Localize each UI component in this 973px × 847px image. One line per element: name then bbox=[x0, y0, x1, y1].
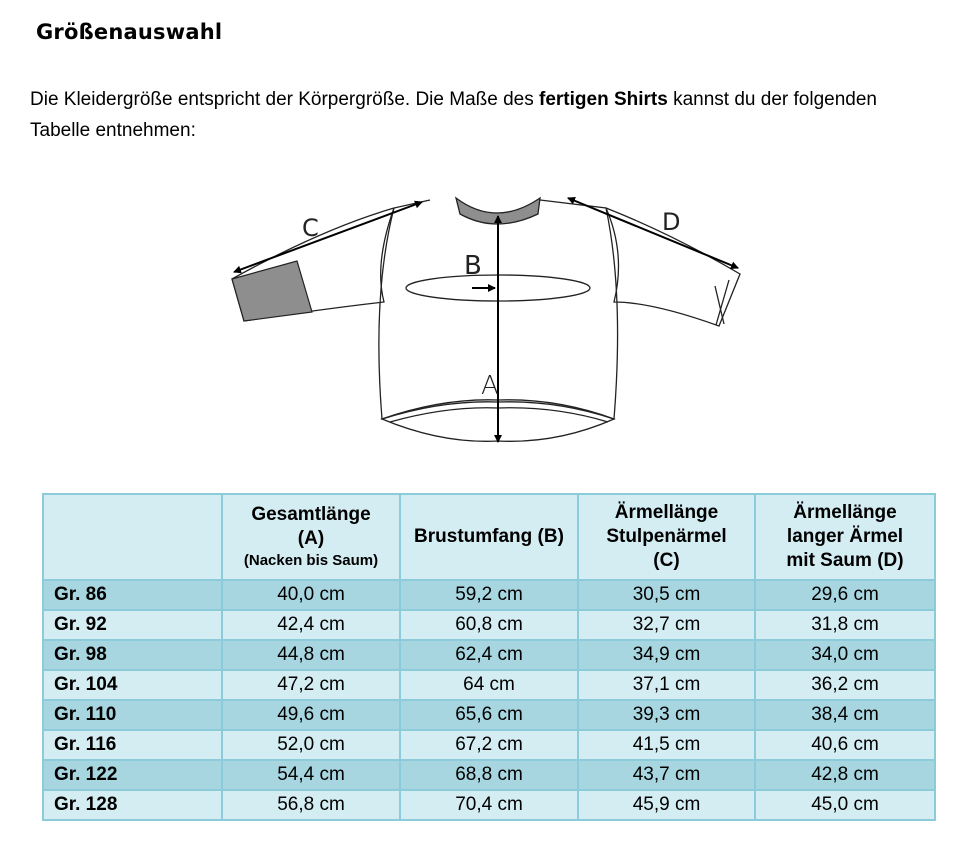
cell-a: 54,4 cm bbox=[222, 760, 400, 790]
cell-b: 60,8 cm bbox=[400, 610, 578, 640]
label-c: C bbox=[302, 214, 319, 242]
cell-size: Gr. 128 bbox=[43, 790, 222, 820]
size-table bbox=[42, 493, 936, 821]
left-cuff bbox=[232, 261, 312, 321]
table-row bbox=[43, 610, 935, 640]
cell-a: 42,4 cm bbox=[222, 610, 400, 640]
cell-c: 34,9 cm bbox=[578, 640, 755, 670]
cell-b: 68,8 cm bbox=[400, 760, 578, 790]
cell-a: 44,8 cm bbox=[222, 640, 400, 670]
cell-c: 39,3 cm bbox=[578, 700, 755, 730]
header-sleeve-long bbox=[755, 494, 935, 580]
header-d-line1: Ärmellänge bbox=[793, 502, 897, 523]
cell-d: 40,6 cm bbox=[755, 730, 935, 760]
cell-d: 38,4 cm bbox=[755, 700, 935, 730]
table-row bbox=[43, 670, 935, 700]
cell-size: Gr. 104 bbox=[43, 670, 222, 700]
table-header-row bbox=[43, 494, 935, 580]
arrow-d bbox=[568, 198, 738, 268]
cell-size: Gr. 86 bbox=[43, 580, 222, 610]
cell-size: Gr. 116 bbox=[43, 730, 222, 760]
header-c-line3: (C) bbox=[653, 550, 680, 571]
header-a-line2: (A) bbox=[297, 528, 325, 549]
header-a-sub: (Nacken bis Saum) bbox=[243, 552, 379, 569]
cell-c: 32,7 cm bbox=[578, 610, 755, 640]
table-row bbox=[43, 730, 935, 760]
cell-d: 29,6 cm bbox=[755, 580, 935, 610]
cell-size: Gr. 122 bbox=[43, 760, 222, 790]
cell-d: 36,2 cm bbox=[755, 670, 935, 700]
cell-a: 47,2 cm bbox=[222, 670, 400, 700]
header-a-line1: Gesamtlänge bbox=[251, 504, 371, 525]
cell-b: 62,4 cm bbox=[400, 640, 578, 670]
intro-part2: kannst du der folgenden Tabelle entnehmen: bbox=[30, 89, 877, 141]
header-c-line2: Stulpenärmel bbox=[606, 526, 727, 547]
cell-a: 56,8 cm bbox=[222, 790, 400, 820]
cell-size: Gr. 110 bbox=[43, 700, 222, 730]
header-chest: Brustumfang (B) bbox=[400, 494, 578, 580]
cell-c: 43,7 cm bbox=[578, 760, 755, 790]
table-row bbox=[43, 790, 935, 820]
cell-b: 59,2 cm bbox=[400, 580, 578, 610]
header-c-line1: Ärmellänge bbox=[614, 502, 719, 523]
label-d: D bbox=[662, 208, 681, 236]
arrow-c bbox=[234, 202, 422, 272]
header-total-length bbox=[222, 494, 400, 580]
cell-d: 42,8 cm bbox=[755, 760, 935, 790]
cell-c: 41,5 cm bbox=[578, 730, 755, 760]
table-row bbox=[43, 640, 935, 670]
intro-part1: Die Kleidergröße entspricht der Körpergröße. Die Maße des bbox=[30, 89, 540, 110]
intro-text bbox=[30, 84, 930, 146]
cell-a: 52,0 cm bbox=[222, 730, 400, 760]
table-row bbox=[43, 700, 935, 730]
cell-a: 49,6 cm bbox=[222, 700, 400, 730]
header-d-line3: mit Saum (D) bbox=[786, 550, 904, 571]
cell-b: 67,2 cm bbox=[400, 730, 578, 760]
cell-a: 40,0 cm bbox=[222, 580, 400, 610]
header-sleeve-cuff bbox=[578, 494, 755, 580]
cell-c: 37,1 cm bbox=[578, 670, 755, 700]
shirt-diagram bbox=[222, 184, 752, 454]
header-d-line2: langer Ärmel bbox=[786, 526, 904, 547]
header-size bbox=[43, 494, 222, 580]
page-title: Größenauswahl bbox=[36, 20, 223, 44]
cell-c: 30,5 cm bbox=[578, 580, 755, 610]
cell-d: 31,8 cm bbox=[755, 610, 935, 640]
label-b: B bbox=[464, 251, 482, 281]
cell-b: 65,6 cm bbox=[400, 700, 578, 730]
table-row bbox=[43, 760, 935, 790]
cell-b: 70,4 cm bbox=[400, 790, 578, 820]
cell-size: Gr. 98 bbox=[43, 640, 222, 670]
cell-d: 34,0 cm bbox=[755, 640, 935, 670]
label-a: A bbox=[481, 371, 499, 401]
cell-size: Gr. 92 bbox=[43, 610, 222, 640]
cell-b: 64 cm bbox=[400, 670, 578, 700]
table-row bbox=[43, 580, 935, 610]
cell-c: 45,9 cm bbox=[578, 790, 755, 820]
intro-bold: fertigen Shirts bbox=[539, 89, 668, 110]
cell-d: 45,0 cm bbox=[755, 790, 935, 820]
